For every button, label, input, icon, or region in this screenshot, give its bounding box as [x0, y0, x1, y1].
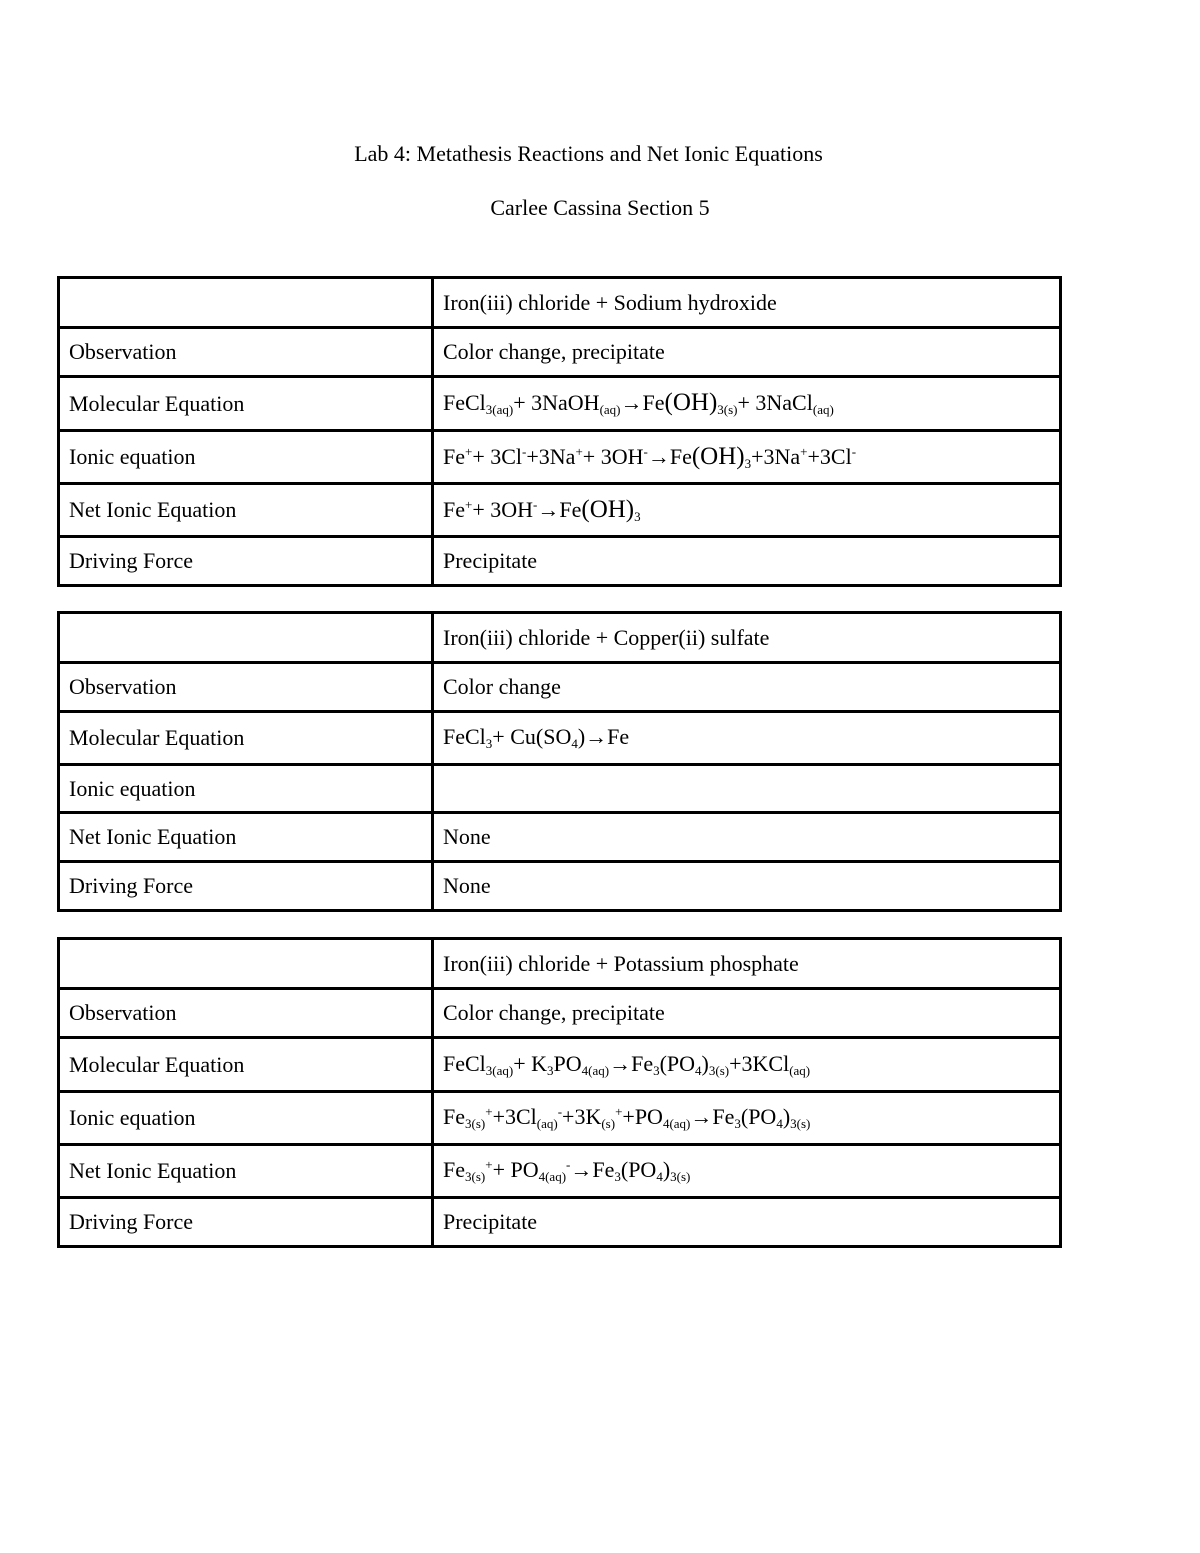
table-row [59, 1145, 1061, 1198]
table-row [59, 613, 1061, 663]
row-label-observation: Observation [59, 328, 433, 377]
row-label-observation: Observation [59, 663, 433, 712]
reaction-table-sodium-hydroxide [57, 276, 1062, 587]
row-label-ionic-equation: Ionic equation [59, 1092, 433, 1145]
table-row [59, 862, 1061, 911]
row-label-molecular-equation: Molecular Equation [59, 377, 433, 431]
reaction-name: Iron(iii) chloride + Potassium phosphate [433, 939, 1061, 989]
row-label-molecular-equation: Molecular Equation [59, 712, 433, 765]
table-row [59, 939, 1061, 989]
empty-header-cell [59, 278, 433, 328]
table-row [59, 278, 1061, 328]
driving-force-value: Precipitate [433, 1198, 1061, 1247]
molecular-equation: FeCl$_{3(aq)}$+ $K_3PO_{4(aq)}\to Fe_3(PO_4)_{3(s)}+3KCl_{(aq)}$ [433, 1038, 1061, 1092]
row-label-net-ionic-equation: Net Ionic Equation [59, 1145, 433, 1198]
reaction-name: Iron(iii) chloride + Sodium hydroxide [433, 278, 1061, 328]
table-row [59, 712, 1061, 765]
empty-header-cell [59, 939, 433, 989]
molecular-equation: FeCl$_3$+ $Cu(SO_4)\to Fe$ [433, 712, 1061, 765]
row-label-net-ionic-equation: Net Ionic Equation [59, 484, 433, 537]
row-label-ionic-equation: Ionic equation [59, 431, 433, 484]
observation-value: Color change, precipitate [433, 989, 1061, 1038]
table-row [59, 377, 1061, 431]
table-row [59, 813, 1061, 862]
table-row [59, 1092, 1061, 1145]
driving-force-value: None [433, 862, 1061, 911]
table-row [59, 484, 1061, 537]
net-ionic-equation: $Fe_{3(s)}^++ PO_{4(aq)}^-\to Fe_3(PO_4)_{3(s)}$ [433, 1145, 1061, 1198]
driving-force-value: Precipitate [433, 537, 1061, 586]
table-row [59, 537, 1061, 586]
empty-header-cell [59, 613, 433, 663]
ionic-equation: $Fe^++ 3Cl^-+3Na^++ 3OH^-\to Fe(OH)_3+3Na^++3Cl^-$ [433, 431, 1061, 484]
table-row [59, 328, 1061, 377]
table-row [59, 1198, 1061, 1247]
document-title: Lab 4: Metathesis Reactions and Net Ionic Equations [354, 141, 823, 166]
row-label-driving-force: Driving Force [59, 862, 433, 911]
table-row [59, 765, 1061, 813]
net-ionic-equation: $Fe^++ 3OH^-\to Fe(OH)_3$ [433, 484, 1061, 537]
reaction-table-copper-sulfate [57, 611, 1062, 912]
row-label-ionic-equation: Ionic equation [59, 765, 433, 813]
ionic-equation [433, 765, 1061, 813]
ionic-equation: $Fe_{3(s)}^++3Cl_{(aq)}^-+3K_{(s)}^++PO_{4(aq)}\to Fe_3(PO_4)_{3(s)}$ [433, 1092, 1061, 1145]
molecular-equation: FeCl$_{3(aq)}$+ $3NaOH_{(aq)}\to Fe(OH)_{3(s)}+$ 3NaCl$_{(aq)}$ [433, 377, 1061, 431]
row-label-driving-force: Driving Force [59, 537, 433, 586]
reaction-name: Iron(iii) chloride + Copper(ii) sulfate [433, 613, 1061, 663]
reaction-table-potassium-phosphate [57, 937, 1062, 1248]
row-label-driving-force: Driving Force [59, 1198, 433, 1247]
row-label-observation: Observation [59, 989, 433, 1038]
table-row [59, 1038, 1061, 1092]
table-row [59, 431, 1061, 484]
row-label-net-ionic-equation: Net Ionic Equation [59, 813, 433, 862]
table-row [59, 989, 1061, 1038]
author-line: Carlee Cassina Section 5 [490, 195, 710, 220]
observation-value: Color change, precipitate [433, 328, 1061, 377]
net-ionic-equation: None [433, 813, 1061, 862]
observation-value: Color change [433, 663, 1061, 712]
row-label-molecular-equation: Molecular Equation [59, 1038, 433, 1092]
table-row [59, 663, 1061, 712]
